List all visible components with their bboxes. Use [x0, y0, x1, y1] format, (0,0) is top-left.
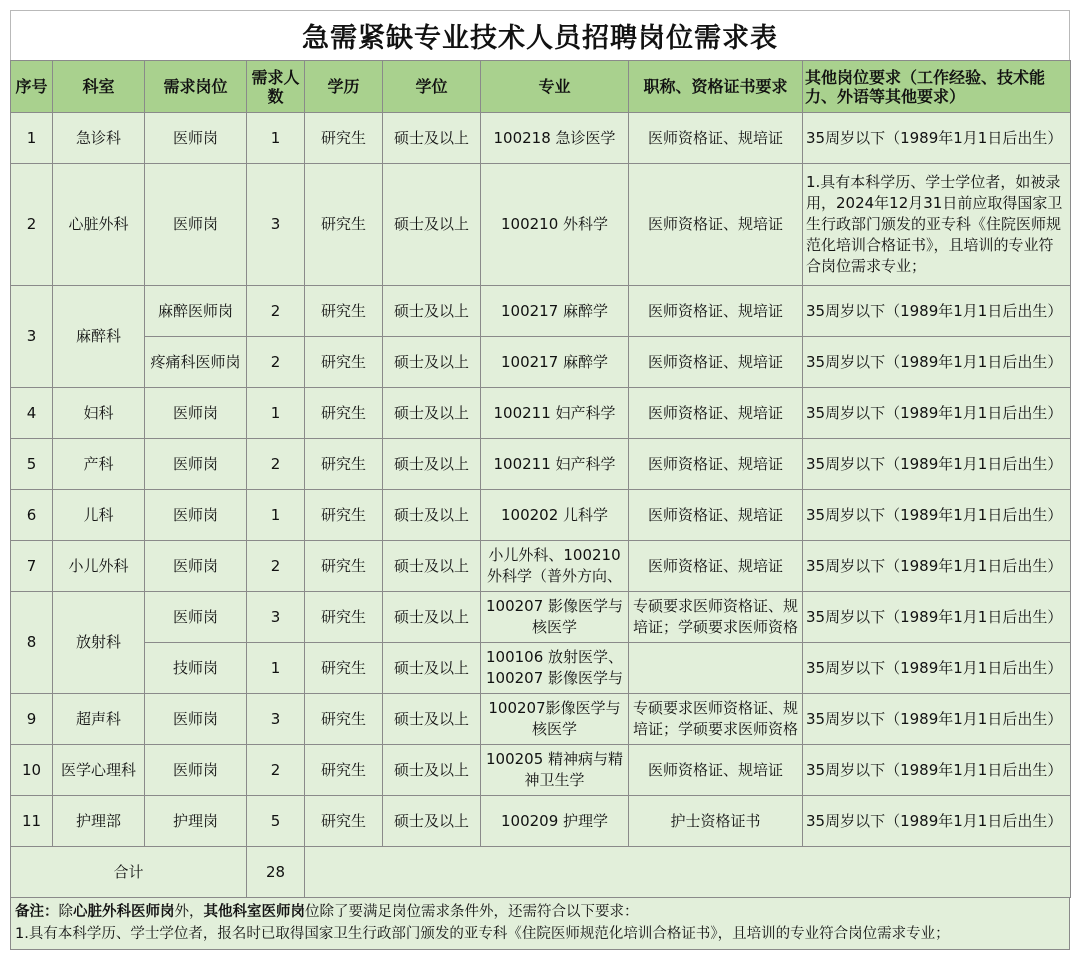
degree: 硕士及以上	[383, 796, 481, 847]
department: 超声科	[53, 694, 145, 745]
row-number: 5	[11, 439, 53, 490]
headcount: 5	[247, 796, 305, 847]
major: 100218 急诊医学	[481, 113, 629, 164]
position: 麻醉医师岗	[145, 286, 247, 337]
table-row	[11, 388, 1071, 439]
headcount: 3	[247, 164, 305, 286]
major: 100211 妇产科学	[481, 439, 629, 490]
major: 100209 护理学	[481, 796, 629, 847]
headcount: 2	[247, 286, 305, 337]
other-requirements: 35周岁以下（1989年1月1日后出生）	[803, 592, 1071, 643]
recruitment-table	[10, 60, 1071, 898]
certificate: 医师资格证、规培证	[629, 337, 803, 388]
headcount: 1	[247, 388, 305, 439]
remarks	[10, 898, 1070, 950]
degree: 硕士及以上	[383, 745, 481, 796]
row-number: 4	[11, 388, 53, 439]
certificate-text: 专硕要求医师资格证、规培证；学硕要求医师资格	[632, 597, 798, 636]
remarks-line-1	[15, 901, 1065, 923]
position: 医师岗	[145, 388, 247, 439]
education: 研究生	[305, 388, 383, 439]
degree: 硕士及以上	[383, 541, 481, 592]
department: 医学心理科	[53, 745, 145, 796]
headcount: 3	[247, 592, 305, 643]
remarks-emphasis: 其他科室医师岗	[203, 904, 305, 920]
table-row	[11, 113, 1071, 164]
certificate: 医师资格证、规培证	[629, 286, 803, 337]
headcount: 2	[247, 439, 305, 490]
position: 医师岗	[145, 164, 247, 286]
degree: 硕士及以上	[383, 286, 481, 337]
remarks-line-2: 1.具有本科学历、学士学位者，报名时已取得国家卫生行政部门颁发的亚专科《住院医师规范化培训合格证书》，且培训的专业符合岗位需求专业；	[15, 926, 950, 942]
major-text: 100207 影像医学与核医学	[485, 597, 624, 636]
education: 研究生	[305, 286, 383, 337]
header-cell: 需求岗位	[145, 61, 247, 113]
certificate: 医师资格证、规培证	[629, 745, 803, 796]
education: 研究生	[305, 541, 383, 592]
header-cell: 职称、资格证书要求	[629, 61, 803, 113]
headcount: 3	[247, 694, 305, 745]
other-requirements: 35周岁以下（1989年1月1日后出生）	[803, 796, 1071, 847]
other-requirements: 35周岁以下（1989年1月1日后出生）	[803, 113, 1071, 164]
headcount: 2	[247, 745, 305, 796]
total-label: 合计	[11, 847, 247, 898]
department: 儿科	[53, 490, 145, 541]
other-requirements: 35周岁以下（1989年1月1日后出生）	[803, 745, 1071, 796]
remarks-label: 备注：	[15, 904, 59, 920]
certificate: 护士资格证书	[629, 796, 803, 847]
table-row	[11, 643, 1071, 694]
headcount: 2	[247, 541, 305, 592]
other-requirements: 35周岁以下（1989年1月1日后出生）	[803, 388, 1071, 439]
remarks-text: 位除了要满足岗位需求条件外，还需符合以下要求：	[305, 904, 639, 920]
other-requirements: 35周岁以下（1989年1月1日后出生）	[803, 337, 1071, 388]
row-number: 8	[11, 592, 53, 694]
education: 研究生	[305, 796, 383, 847]
headcount: 1	[247, 643, 305, 694]
header-cell: 需求人数	[247, 61, 305, 113]
table-row	[11, 164, 1071, 286]
degree: 硕士及以上	[383, 592, 481, 643]
position: 医师岗	[145, 592, 247, 643]
department: 妇科	[53, 388, 145, 439]
remarks-emphasis: 心脏外科医师岗	[73, 904, 175, 920]
major: 100202 儿科学	[481, 490, 629, 541]
position: 护理岗	[145, 796, 247, 847]
other-requirements: 35周岁以下（1989年1月1日后出生）	[803, 643, 1071, 694]
degree: 硕士及以上	[383, 164, 481, 286]
certificate	[629, 694, 803, 745]
major	[481, 592, 629, 643]
education: 研究生	[305, 490, 383, 541]
degree: 硕士及以上	[383, 337, 481, 388]
position: 医师岗	[145, 113, 247, 164]
headcount: 1	[247, 113, 305, 164]
position: 医师岗	[145, 541, 247, 592]
row-number: 3	[11, 286, 53, 388]
certificate: 医师资格证、规培证	[629, 164, 803, 286]
department: 小儿外科	[53, 541, 145, 592]
total-count: 28	[247, 847, 305, 898]
education: 研究生	[305, 337, 383, 388]
row-number: 10	[11, 745, 53, 796]
certificate: 医师资格证、规培证	[629, 113, 803, 164]
table-row	[11, 490, 1071, 541]
major: 100210 外科学	[481, 164, 629, 286]
header-cell: 其他岗位要求（工作经验、技术能力、外语等其他要求）	[803, 61, 1071, 113]
major-text: 100207影像医学与核医学	[488, 699, 621, 738]
degree: 硕士及以上	[383, 490, 481, 541]
other-requirements: 35周岁以下（1989年1月1日后出生）	[803, 490, 1071, 541]
position: 疼痛科医师岗	[145, 337, 247, 388]
major	[481, 694, 629, 745]
major-text: 小儿外科、100210 外科学（普外方向、	[486, 546, 622, 585]
degree: 硕士及以上	[383, 388, 481, 439]
certificate: 医师资格证、规培证	[629, 439, 803, 490]
major	[481, 745, 629, 796]
certificate	[629, 643, 803, 694]
table-row	[11, 745, 1071, 796]
department: 急诊科	[53, 113, 145, 164]
degree: 硕士及以上	[383, 113, 481, 164]
certificate: 医师资格证、规培证	[629, 541, 803, 592]
education: 研究生	[305, 592, 383, 643]
major: 100217 麻醉学	[481, 286, 629, 337]
department: 放射科	[53, 592, 145, 694]
other-requirements: 35周岁以下（1989年1月1日后出生）	[803, 439, 1071, 490]
department: 心脏外科	[53, 164, 145, 286]
certificate-text: 专硕要求医师资格证、规培证；学硕要求医师资格	[632, 699, 798, 738]
other-requirements: 35周岁以下（1989年1月1日后出生）	[803, 541, 1071, 592]
row-number: 1	[11, 113, 53, 164]
education: 研究生	[305, 694, 383, 745]
row-number: 11	[11, 796, 53, 847]
department: 产科	[53, 439, 145, 490]
major-text: 100106 放射医学、100207 影像医学与	[485, 648, 624, 687]
header-cell: 序号	[11, 61, 53, 113]
other-requirements: 1.具有本科学历、学士学位者，如被录用，2024年12月31日前应取得国家卫生行政部门颁发的亚专科《住院医师规范化培训合格证书》，且培训的专业符合岗位需求专业；	[803, 164, 1071, 286]
header-cell: 专业	[481, 61, 629, 113]
position: 医师岗	[145, 745, 247, 796]
major-text: 100205 精神病与精神卫生学	[485, 750, 624, 789]
other-requirements: 35周岁以下（1989年1月1日后出生）	[803, 694, 1071, 745]
position: 医师岗	[145, 439, 247, 490]
row-number: 2	[11, 164, 53, 286]
major: 100211 妇产科学	[481, 388, 629, 439]
degree: 硕士及以上	[383, 694, 481, 745]
row-number: 6	[11, 490, 53, 541]
position: 技师岗	[145, 643, 247, 694]
department: 麻醉科	[53, 286, 145, 388]
certificate: 医师资格证、规培证	[629, 490, 803, 541]
degree: 硕士及以上	[383, 439, 481, 490]
row-number: 9	[11, 694, 53, 745]
row-number: 7	[11, 541, 53, 592]
remarks-text: 外，	[174, 904, 204, 920]
total-row	[11, 847, 1071, 898]
certificate: 医师资格证、规培证	[629, 388, 803, 439]
table-row	[11, 337, 1071, 388]
table-row	[11, 796, 1071, 847]
education: 研究生	[305, 113, 383, 164]
table-row	[11, 592, 1071, 643]
position: 医师岗	[145, 490, 247, 541]
table-row	[11, 541, 1071, 592]
headcount: 2	[247, 337, 305, 388]
table-row	[11, 286, 1071, 337]
degree: 硕士及以上	[383, 643, 481, 694]
headcount: 1	[247, 490, 305, 541]
page-title: 急需紧缺专业技术人员招聘岗位需求表	[10, 10, 1070, 60]
education: 研究生	[305, 643, 383, 694]
header-cell: 科室	[53, 61, 145, 113]
major: 100217 麻醉学	[481, 337, 629, 388]
header-cell: 学历	[305, 61, 383, 113]
education: 研究生	[305, 164, 383, 286]
other-requirements: 35周岁以下（1989年1月1日后出生）	[803, 286, 1071, 337]
major	[481, 643, 629, 694]
education: 研究生	[305, 745, 383, 796]
header-cell: 学位	[383, 61, 481, 113]
recruitment-sheet	[10, 10, 1070, 950]
total-empty	[305, 847, 1071, 898]
department: 护理部	[53, 796, 145, 847]
remarks-text: 除	[58, 904, 73, 920]
position: 医师岗	[145, 694, 247, 745]
major	[481, 541, 629, 592]
header-row	[11, 61, 1071, 113]
table-row	[11, 439, 1071, 490]
certificate	[629, 592, 803, 643]
table-row	[11, 694, 1071, 745]
education: 研究生	[305, 439, 383, 490]
